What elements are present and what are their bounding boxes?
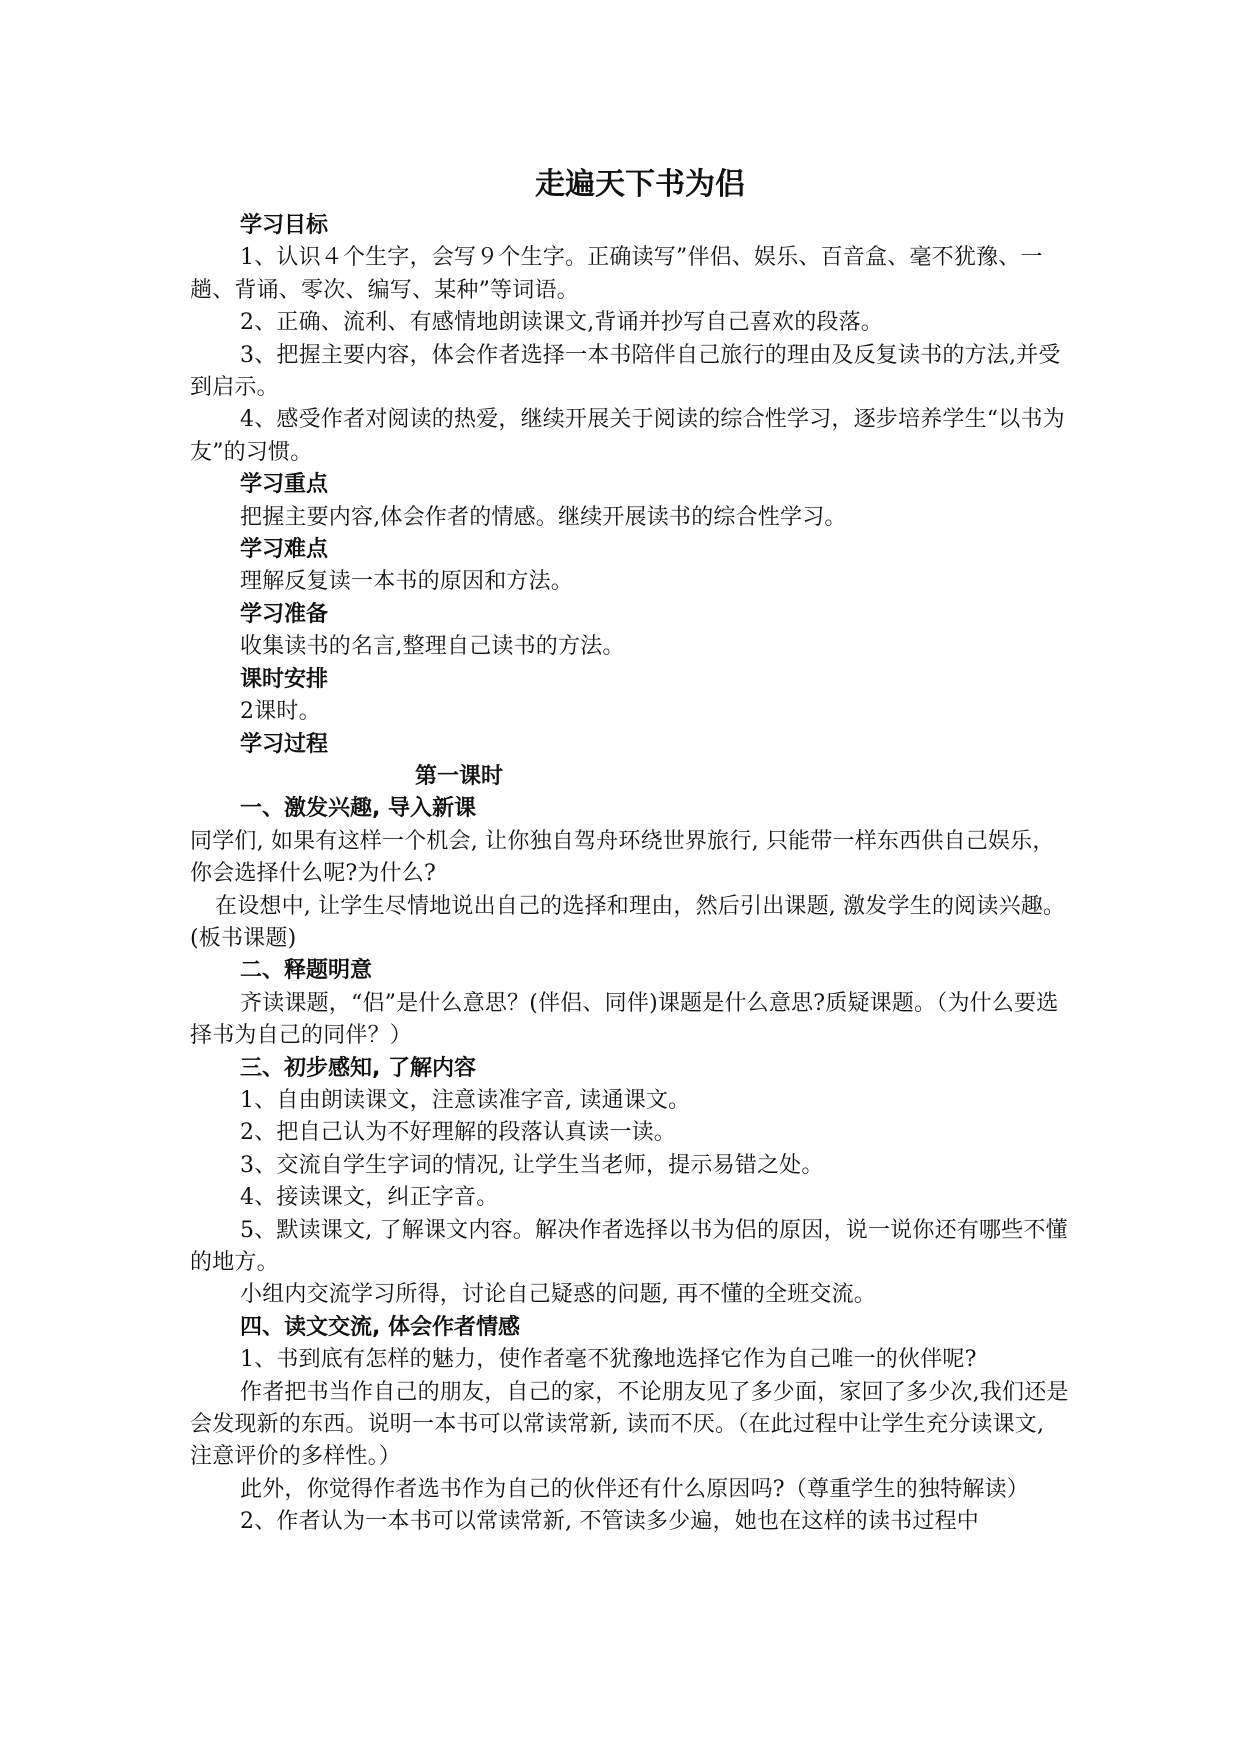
- section-1-paragraph-1: 同学们, 如果有这样一个机会, 让你独自驾舟环绕世界旅行, 只能带一样东西供自己娱乐，你会选择什么呢?为什么?: [190, 828, 1055, 887]
- lesson-one-heading: 第一课时: [415, 763, 504, 789]
- heading-goals: 学习目标: [240, 213, 329, 238]
- section-2-paragraph-1: 齐读课题，“侣”是什么意思？(伴侣、同伴)课题是什么意思?质疑课题。（为什么要选择书为自己的同伴？）: [190, 990, 1059, 1049]
- section-3-item-3: 3、交流自学生字词的情况, 让学生当老师，提示易错之处。: [240, 1152, 824, 1178]
- heading-preparation: 学习准备: [240, 601, 329, 627]
- goal-2: 2、正确、流利、有感情地朗读课文,背诵并抄写自己喜欢的段落。: [240, 310, 883, 336]
- document-title: 走遍天下书为侣: [535, 167, 745, 202]
- section-3-item-4: 4、接读课文，纠正字音。: [240, 1185, 499, 1211]
- preparation-text: 收集读书的名言,整理自己读书的方法。: [240, 634, 625, 660]
- schedule-text: 2课时。: [240, 699, 321, 725]
- section-4-paragraph-1: 作者把书当作自己的朋友，自己的家，不论朋友见了多少面，家回了多少次,我们还是会发现新的东西。说明一本书可以常读常新, 读而不厌。（在此过程中让学生充分读课文, 注意评价的多样性。）: [190, 1379, 1069, 1470]
- section-3-paragraph: 小组内交流学习所得，讨论自己疑惑的问题, 再不懂的全班交流。: [240, 1282, 876, 1308]
- section-1-paragraph-2: 在设想中, 让学生尽情地说出自己的选择和理由，然后引出课题, 激发学生的阅读兴趣。(板书课题): [190, 893, 1066, 951]
- goal-1: 1、认识４个生字，会写９个生字。正确读写”伴侣、娱乐、百音盒、毫不犹豫、一趟、背诵、零次、编写、某种”等词语。: [190, 245, 1043, 303]
- heading-process: 学习过程: [240, 731, 329, 757]
- section-4-heading: 四、读文交流, 体会作者情感: [240, 1314, 521, 1340]
- section-3-heading: 三、初步感知, 了解内容: [240, 1055, 477, 1081]
- section-2-heading: 二、释题明意: [240, 958, 373, 984]
- heading-difficult-points: 学习难点: [240, 537, 329, 563]
- section-3-item-2: 2、把自己认为不好理解的段落认真读一读。: [240, 1120, 676, 1146]
- section-4-item-1: 1、书到底有怎样的魅力，使作者毫不犹豫地选择它作为自己唯一的伙伴呢?: [240, 1347, 977, 1373]
- goal-4: 4、感受作者对阅读的热爱，继续开展关于阅读的综合性学习，逐步培养学生“以书为友”的习惯。: [190, 407, 1065, 465]
- section-3-item-5: 5、默读课文, 了解课文内容。解决作者选择以书为侣的原因，说一说你还有哪些不懂的地方。: [190, 1217, 1068, 1275]
- section-3-item-1: 1、自由朗读课文，注意读准字音, 读通课文。: [240, 1087, 691, 1113]
- document-page: [190, 160, 1070, 1539]
- key-points-text: 把握主要内容,体会作者的情感。继续开展读书的综合性学习。: [240, 504, 847, 530]
- section-4-item-2: 2、作者认为一本书可以常读常新, 不管读多少遍，她也在这样的读书过程中: [240, 1509, 979, 1535]
- heading-key-points: 学习重点: [240, 472, 329, 498]
- heading-schedule: 课时安排: [240, 666, 329, 692]
- section-4-paragraph-2: 此外，你觉得作者选书作为自己的伙伴还有什么原因吗?（尊重学生的独特解读）: [240, 1476, 1029, 1502]
- goal-3: 3、把握主要内容，体会作者选择一本书陪伴自己旅行的理由及反复读书的方法,并受到启示。: [190, 342, 1061, 401]
- difficult-points-text: 理解反复读一本书的原因和方法。: [240, 569, 574, 595]
- section-1-heading: 一、激发兴趣, 导入新课: [240, 796, 477, 822]
